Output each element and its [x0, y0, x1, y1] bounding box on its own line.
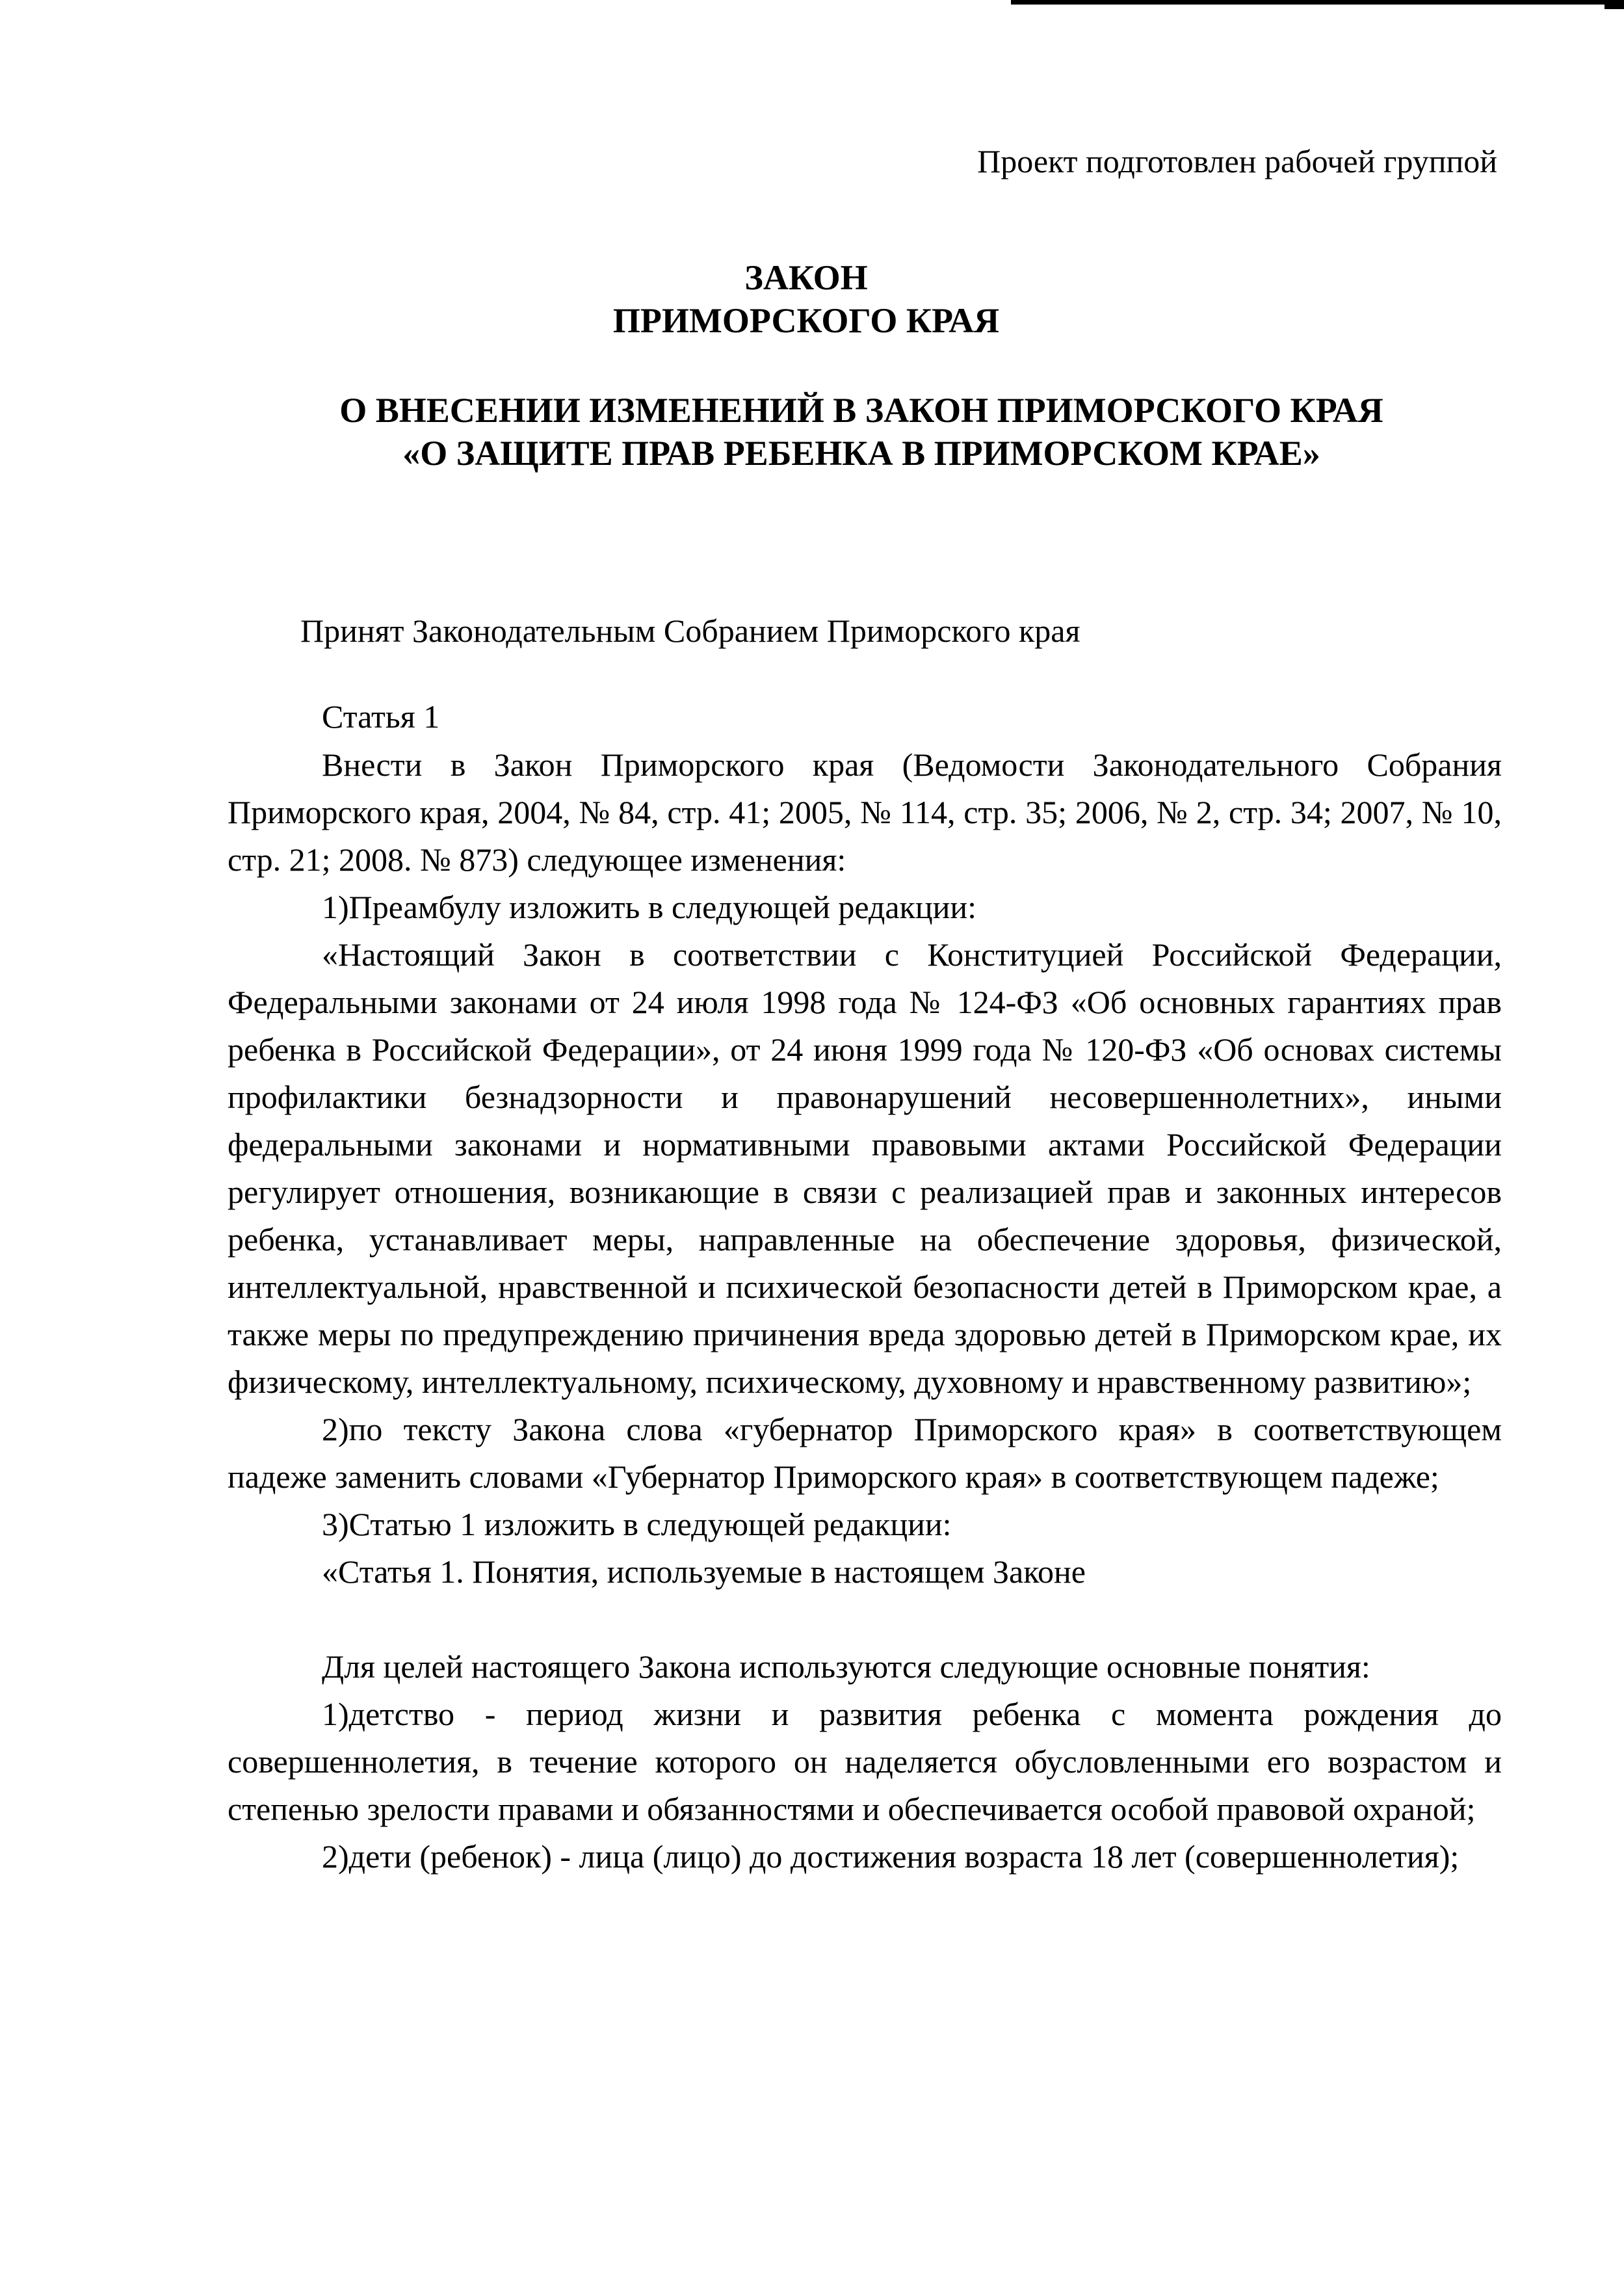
paragraph-definition-childhood: 1)детство - период жизни и развития ребенка с момента рождения до совершеннолетия, в течение которого он наделяется обусловленными его возрастом и степенью зрелости правами и обязанностями и обеспечивается особой правовой охраной; [228, 1696, 1502, 1827]
document-title-region: ПРИМОРСКОГО КРАЯ [612, 301, 1000, 340]
prepared-by-note: Проект подготовлен рабочей группой [977, 143, 1497, 179]
document-subtitle-line1: О ВНЕСЕНИИ ИЗМЕНЕНИЙ В ЗАКОН ПРИМОРСКОГО КРАЯ [339, 391, 1383, 430]
adoption-statement: Принят Законодательным Собранием Приморского края [300, 613, 1080, 649]
paragraph-amendment-intro: Внести в Закон Приморского края (Ведомости Законодательного Собрания Приморского края, 2004, № 84, стр. 41; 2005, № 114, стр. 35; 2006, № 2, стр. 34; 2007, № 10, стр. 21; 2008. № 873) следующее изменения: [228, 746, 1502, 878]
paragraph-definitions-intro: Для целей настоящего Закона используются следующие основные понятия: [322, 1648, 1370, 1685]
document-subtitle-line2: «О ЗАЩИТЕ ПРАВ РЕБЕНКА В ПРИМОРСКОМ КРАЕ» [402, 434, 1320, 473]
scan-edge-mark [1011, 0, 1624, 5]
article-heading: Статья 1 [322, 698, 440, 735]
paragraph-spacer [228, 1596, 1502, 1643]
scan-edge-mark-tail [1604, 0, 1624, 9]
paragraph-preamble-text: «Настоящий Закон в соответствии с Конституцией Российской Федерации, Федеральными законами от 24 июля 1998 года № 124-ФЗ «Об основных гарантиях прав ребенка в Российской Федерации», от 24 июня 1999 года № 120-ФЗ «Об основах системы профилактики безнадзорности и правонарушений несовершеннолетних», иными федеральными законами и нормативными правовыми актами Российской Федерации регулирует отношения, возникающие в связи с реализацией прав и законных интересов ребенка, устанавливает меры, направленные на обеспечение здоровья, физической, интеллектуальной, нравственной и психической безопасности детей в Приморском крае, а также меры по предупреждению причинения вреда здоровью детей в Приморском крае, их физическому, интеллектуальному, психическому, духовному и нравственному развитию»; [228, 936, 1502, 1400]
document-title: ЗАКОН [744, 258, 868, 297]
paragraph-article-1-heading: «Статья 1. Понятия, используемые в настоящем Законе [322, 1553, 1086, 1590]
document-body [228, 741, 1502, 1880]
paragraph-item-2: 2)по тексту Закона слова «губернатор Приморского края» в соответствующем падеже заменить словами «Губернатор Приморского края» в соответствующем падеже; [228, 1411, 1502, 1495]
paragraph-item-3: 3)Статью 1 изложить в следующей редакции: [322, 1506, 952, 1542]
paragraph-definition-children: 2)дети (ребенок) - лица (лицо) до достижения возраста 18 лет (совершеннолетия); [322, 1838, 1460, 1875]
paragraph-item-1: 1)Преамбулу изложить в следующей редакции: [322, 889, 977, 925]
